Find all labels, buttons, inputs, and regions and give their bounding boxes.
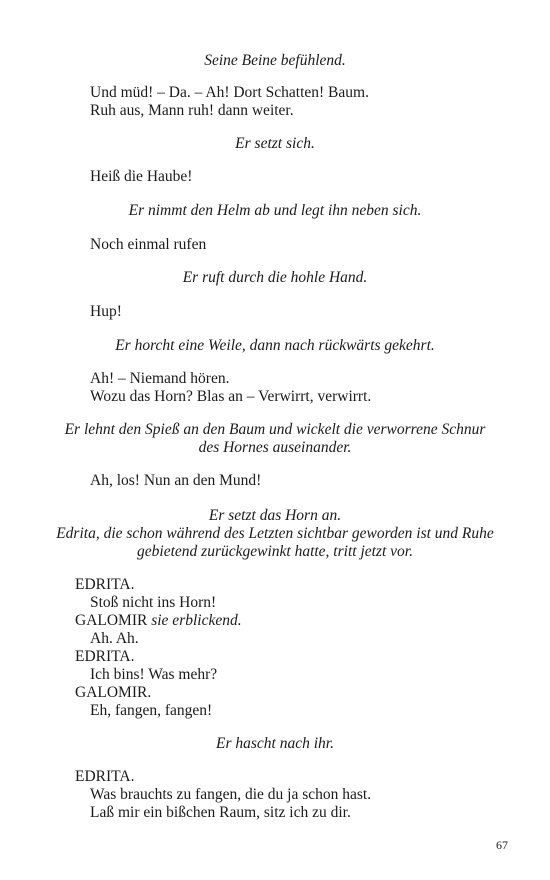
verse-line: Ruh aus, Mann ruh! dann weiter.	[90, 102, 294, 119]
verse-line: Ich bins! Was mehr?	[90, 666, 218, 683]
verse-line: Ah, los! Nun an den Mund!	[90, 472, 262, 489]
verse-line: Eh, fangen, fangen!	[90, 702, 213, 719]
stage-direction: gebietend zurückgewinkt hatte, tritt jetzt vor.	[137, 543, 413, 560]
stage-direction: des Hornes auseinander.	[198, 439, 352, 456]
stage-direction: Er hascht nach ihr.	[216, 735, 334, 752]
verse-line: Und müd! – Da. – Ah! Dort Schatten! Baum.	[90, 84, 369, 101]
stage-direction: Seine Beine befühlend.	[204, 52, 346, 69]
stage-direction: Er setzt sich.	[235, 135, 315, 152]
stage-direction: Er nimmt den Helm ab und legt ihn neben sich.	[128, 202, 422, 219]
speaker-stage-note: sie erblickend.	[147, 612, 242, 629]
page-number: 67	[496, 838, 508, 852]
stage-direction: Er setzt das Horn an.	[208, 507, 342, 524]
verse-line: Noch einmal rufen	[90, 236, 207, 253]
verse-line: Stoß nicht ins Horn!	[90, 594, 217, 611]
verse-line: Wozu das Horn? Blas an – Verwirrt, verwirrt.	[90, 388, 372, 405]
speaker-name: EDRITA.	[75, 576, 135, 593]
stage-direction: Er ruft durch die hohle Hand.	[182, 269, 368, 286]
stage-direction: Er lehnt den Spieß an den Baum und wickelt die verworrene Schnur	[64, 421, 486, 438]
verse-line: Hup!	[90, 303, 122, 320]
speaker-name: EDRITA.	[75, 768, 135, 785]
verse-line: Ah! – Niemand hören.	[90, 370, 230, 387]
verse-line: Ah. Ah.	[90, 630, 139, 647]
speaker-line	[75, 612, 242, 630]
speaker-name: GALOMIR.	[75, 684, 152, 701]
stage-direction: Edrita, die schon während des Letzten sichtbar geworden ist und Ruhe	[56, 525, 494, 542]
stage-direction: Er horcht eine Weile, dann nach rückwärts gekehrt.	[115, 337, 435, 354]
speaker-name: GALOMIR	[75, 612, 148, 629]
speaker-name: EDRITA.	[75, 648, 135, 665]
verse-line: Heiß die Haube!	[90, 168, 193, 185]
verse-line: Laß mir ein bißchen Raum, sitz ich zu dir.	[90, 804, 351, 821]
verse-line: Was brauchts zu fangen, die du ja schon hast.	[90, 786, 372, 803]
